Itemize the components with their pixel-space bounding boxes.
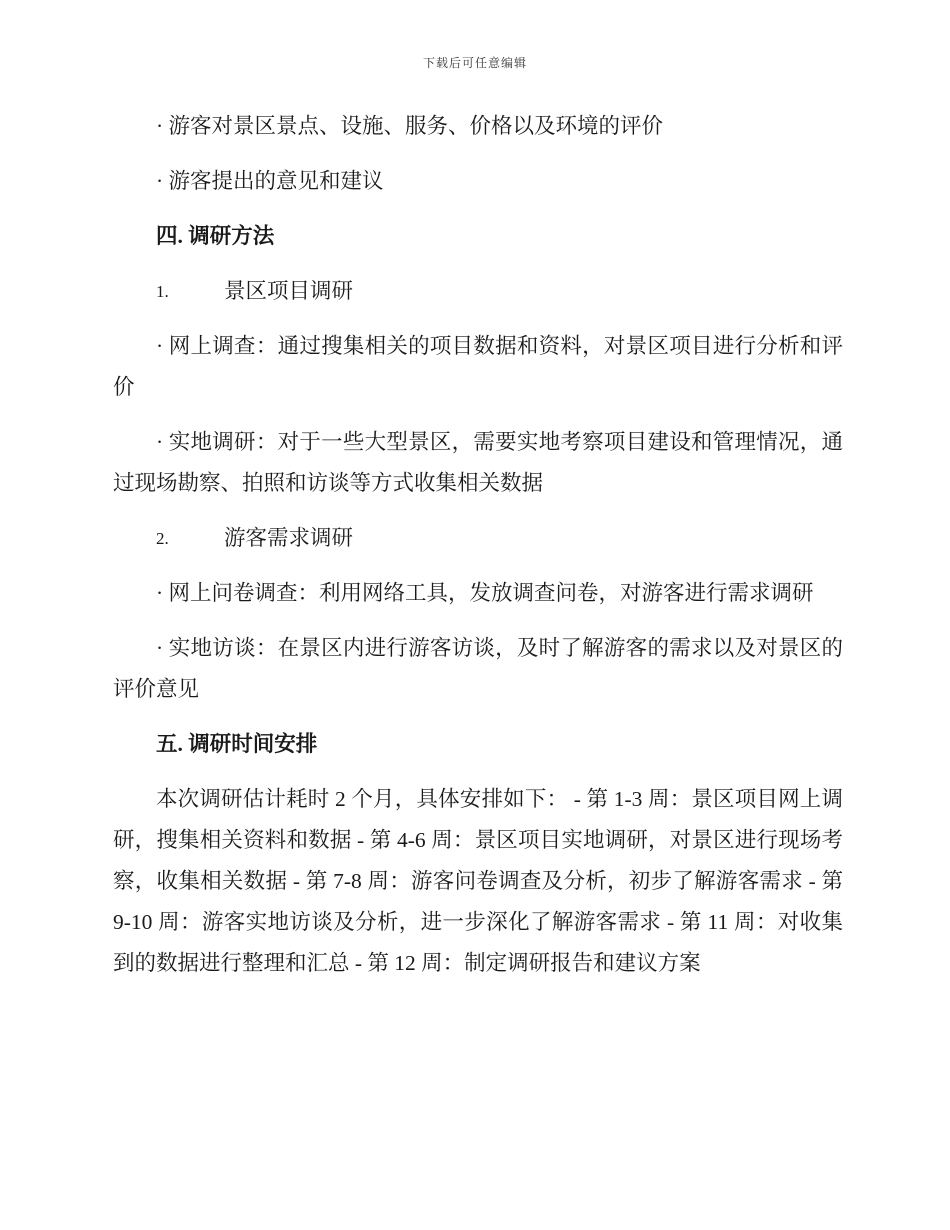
bullet-visitor-evaluation: · 游客对景区景点、设施、服务、价格以及环境的评价 xyxy=(156,114,664,138)
list-item-2-number: 2. xyxy=(156,529,169,548)
schedule-paragraph: 本次调研估计耗时 2 个月，具体安排如下： - 第 1-3 周：景区项目网上调研，搜集相关资料和数据 - 第 4-6 周：景区项目实地调研，对景区进行现场考察，收集相关数据 - 第 7-8 周：游客问卷调查及分析，初步了解游客需求 - 第 9-10 周：游客实地访谈及分析，进一步深化了解游客需求 - 第 11 周：对收集到的数据进行整理和汇总 - 第 12 周：制定调研报告和建议方案 xyxy=(113,787,843,975)
list-item-1-number: 1. xyxy=(156,282,169,301)
list-item-1-label: 景区项目调研 xyxy=(224,279,354,303)
list-item-2 xyxy=(113,518,843,559)
list-item-2-label: 游客需求调研 xyxy=(224,526,354,550)
list-item-1 xyxy=(113,271,843,312)
header-note: 下载后可任意编辑 xyxy=(422,56,527,70)
section-5-heading: 五. 调研时间安排 xyxy=(156,732,318,756)
bullet-field-research: · 实地调研：对于一些大型景区，需要实地考察项目建设和管理情况，通过现场勘察、拍照和访谈等方式收集相关数据 xyxy=(113,430,843,495)
bullet-online-questionnaire: · 网上问卷调查：利用网络工具，发放调查问卷，对游客进行需求调研 xyxy=(156,581,814,605)
bullet-online-survey: · 网上调查：通过搜集相关的项目数据和资料，对景区项目进行分析和评价 xyxy=(113,334,843,399)
section-4-heading: 四. 调研方法 xyxy=(156,224,275,248)
document-body xyxy=(113,106,843,998)
bullet-visitor-suggestions: · 游客提出的意见和建议 xyxy=(156,169,384,193)
bullet-field-interview: · 实地访谈：在景区内进行游客访谈，及时了解游客的需求以及对景区的评价意见 xyxy=(113,636,843,701)
